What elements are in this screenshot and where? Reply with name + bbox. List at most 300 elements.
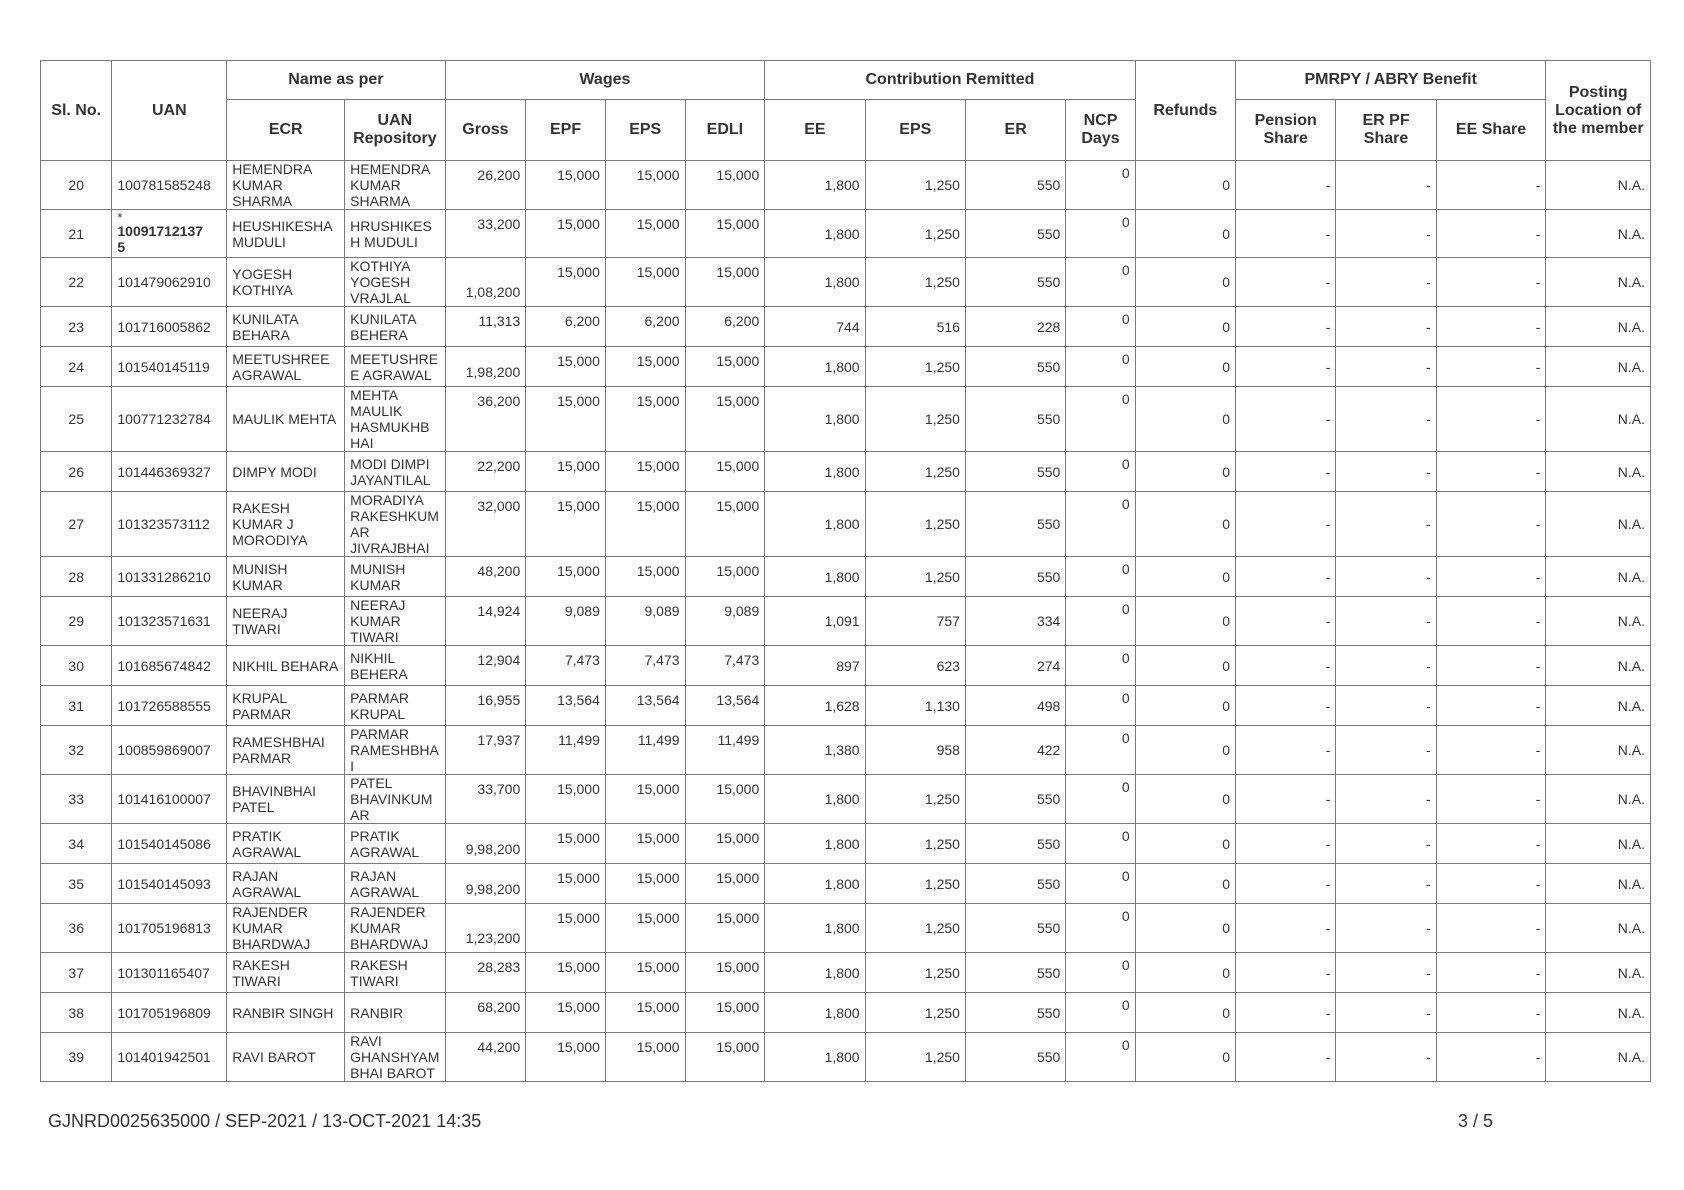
contribution-eps-header: EPS (865, 100, 965, 161)
ee-header: EE (765, 100, 865, 161)
gross-header: Gross (445, 100, 526, 161)
eps-cell: 15,000 (605, 387, 685, 452)
epf-cell: 15,000 (526, 864, 606, 904)
edli-cell: 15,000 (685, 864, 765, 904)
eps-cell: 15,000 (605, 824, 685, 864)
refunds-cell: 0 (1135, 726, 1235, 775)
ecr-name-cell: RAKESH TIWARI (227, 953, 345, 993)
eps-cell: 15,000 (605, 557, 685, 597)
gross-cell: 26,200 (445, 161, 526, 210)
posting-location-cell: N.A. (1546, 210, 1651, 258)
posting-location-cell: N.A. (1546, 904, 1651, 953)
refunds-cell: 0 (1135, 824, 1235, 864)
sl-no-cell: 21 (41, 210, 112, 258)
posting-location-cell: N.A. (1546, 824, 1651, 864)
pension-share-cell: - (1236, 258, 1336, 307)
pmrpy-header: PMRPY / ABRY Benefit (1236, 61, 1546, 100)
edli-cell: 15,000 (685, 387, 765, 452)
eps-cell: 15,000 (605, 864, 685, 904)
table-row (41, 726, 1651, 775)
uan-cell: 101446369327 (112, 452, 227, 492)
pension-share-cell: - (1236, 993, 1336, 1033)
refunds-cell: 0 (1135, 775, 1235, 824)
table-row (41, 646, 1651, 686)
er-cell: 550 (965, 824, 1065, 864)
ee-cell: 1,800 (765, 452, 865, 492)
uan-repository-name-cell: HEMENDRA KUMAR SHARMA (345, 161, 445, 210)
uan-repository-name-cell: HRUSHIKESH MUDULI (345, 210, 445, 258)
ecr-statement-page (40, 60, 1651, 1082)
eps-cell: 13,564 (605, 686, 685, 726)
ncp-days-cell: 0 (1066, 864, 1135, 904)
uan-cell: 100859869007 (112, 726, 227, 775)
pension-share-cell: - (1236, 646, 1336, 686)
ee-share-cell: - (1436, 557, 1546, 597)
sl-no-cell: 35 (41, 864, 112, 904)
epf-cell: 6,200 (526, 307, 606, 347)
ecr-name-cell: MAULIK MEHTA (227, 387, 345, 452)
ecr-name-cell: KRUPAL PARMAR (227, 686, 345, 726)
pension-share-cell: - (1236, 347, 1336, 387)
refunds-cell: 0 (1135, 686, 1235, 726)
gross-cell: 33,200 (445, 210, 526, 258)
er-cell: 422 (965, 726, 1065, 775)
er-cell: 550 (965, 864, 1065, 904)
contribution-eps-cell: 757 (865, 597, 965, 646)
er-cell: 550 (965, 1033, 1065, 1082)
eps-cell: 15,000 (605, 161, 685, 210)
eps-cell: 15,000 (605, 210, 685, 258)
gross-cell: 44,200 (445, 1033, 526, 1082)
epf-cell: 13,564 (526, 686, 606, 726)
uan-cell: 100771232784 (112, 387, 227, 452)
pension-share-cell: - (1236, 210, 1336, 258)
edli-cell: 15,000 (685, 1033, 765, 1082)
ee-share-cell: - (1436, 775, 1546, 824)
er-pf-share-cell: - (1336, 387, 1436, 452)
ecr-name-cell: MEETUSHREE AGRAWAL (227, 347, 345, 387)
ncp-days-cell: 0 (1066, 953, 1135, 993)
refunds-cell: 0 (1135, 904, 1235, 953)
edli-cell: 15,000 (685, 904, 765, 953)
ncp-days-cell: 0 (1066, 387, 1135, 452)
posting-location-cell: N.A. (1546, 775, 1651, 824)
epf-cell: 15,000 (526, 557, 606, 597)
gross-cell: 33,700 (445, 775, 526, 824)
ecr-name-cell: PRATIK AGRAWAL (227, 824, 345, 864)
refunds-cell: 0 (1135, 646, 1235, 686)
ee-cell: 1,800 (765, 258, 865, 307)
ncp-days-cell: 0 (1066, 258, 1135, 307)
epf-cell: 15,000 (526, 347, 606, 387)
uan-repository-name-cell: NIKHIL BEHERA (345, 646, 445, 686)
gross-cell: 11,313 (445, 307, 526, 347)
sl-no-cell: 33 (41, 775, 112, 824)
refunds-cell: 0 (1135, 452, 1235, 492)
er-pf-share-cell: - (1336, 646, 1436, 686)
ee-cell: 1,800 (765, 1033, 865, 1082)
eps-cell: 15,000 (605, 258, 685, 307)
ee-share-cell: - (1436, 904, 1546, 953)
table-row (41, 993, 1651, 1033)
ncp-days-cell: 0 (1066, 824, 1135, 864)
ncp-days-cell: 0 (1066, 210, 1135, 258)
pension-share-cell: - (1236, 452, 1336, 492)
ee-share-cell: - (1436, 993, 1546, 1033)
gross-cell: 9,98,200 (445, 824, 526, 864)
table-row (41, 824, 1651, 864)
table-row (41, 1033, 1651, 1082)
contribution-eps-cell: 1,250 (865, 258, 965, 307)
table-row (41, 492, 1651, 557)
contribution-remitted-header: Contribution Remitted (765, 61, 1135, 100)
ecr-name-cell: HEMENDRA KUMAR SHARMA (227, 161, 345, 210)
er-pf-share-cell: - (1336, 726, 1436, 775)
uan-repository-name-cell: KOTHIYA YOGESH VRAJLAL (345, 258, 445, 307)
er-pf-share-cell: - (1336, 347, 1436, 387)
eps-header: EPS (605, 100, 685, 161)
epf-cell: 15,000 (526, 775, 606, 824)
edli-cell: 15,000 (685, 161, 765, 210)
edli-cell: 15,000 (685, 824, 765, 864)
posting-location-cell: N.A. (1546, 953, 1651, 993)
gross-cell: 17,937 (445, 726, 526, 775)
edli-cell: 11,499 (685, 726, 765, 775)
er-cell: 334 (965, 597, 1065, 646)
uan-repository-name-cell: RAJENDER KUMAR BHARDWAJ (345, 904, 445, 953)
er-pf-share-cell: - (1336, 775, 1436, 824)
refunds-cell: 0 (1135, 953, 1235, 993)
er-cell: 550 (965, 161, 1065, 210)
ee-share-cell: - (1436, 686, 1546, 726)
gross-cell: 22,200 (445, 452, 526, 492)
pension-share-cell: - (1236, 904, 1336, 953)
uan-cell: 101331286210 (112, 557, 227, 597)
uan-repository-name-cell: PRATIK AGRAWAL (345, 824, 445, 864)
ecr-header: ECR (227, 100, 345, 161)
epf-cell: 11,499 (526, 726, 606, 775)
contribution-eps-cell: 1,250 (865, 953, 965, 993)
er-pf-share-cell: - (1336, 1033, 1436, 1082)
posting-location-cell: N.A. (1546, 307, 1651, 347)
uan-cell: 101685674842 (112, 646, 227, 686)
ee-share-cell: - (1436, 864, 1546, 904)
ecr-name-cell: NEERAJ TIWARI (227, 597, 345, 646)
pension-share-cell: - (1236, 864, 1336, 904)
uan-header: UAN (112, 61, 227, 161)
er-pf-share-cell: - (1336, 686, 1436, 726)
ee-cell: 1,800 (765, 993, 865, 1033)
contribution-eps-cell: 1,250 (865, 210, 965, 258)
pension-share-cell: - (1236, 1033, 1336, 1082)
gross-cell: 9,98,200 (445, 864, 526, 904)
edli-header: EDLI (685, 100, 765, 161)
ee-share-cell: - (1436, 258, 1546, 307)
contribution-eps-cell: 1,250 (865, 557, 965, 597)
ee-cell: 1,800 (765, 347, 865, 387)
refunds-cell: 0 (1135, 307, 1235, 347)
ecr-name-cell: RAMESHBHAI PARMAR (227, 726, 345, 775)
edli-cell: 15,000 (685, 775, 765, 824)
uan-cell: 101705196809 (112, 993, 227, 1033)
edli-cell: 9,089 (685, 597, 765, 646)
ee-share-cell: - (1436, 387, 1546, 452)
posting-location-cell: N.A. (1546, 646, 1651, 686)
refunds-cell: 0 (1135, 1033, 1235, 1082)
uan-repository-name-cell: RANBIR (345, 993, 445, 1033)
footer-establishment-info: GJNRD0025635000 / SEP-2021 / 13-OCT-2021 14:35 (48, 1111, 482, 1131)
ee-cell: 897 (765, 646, 865, 686)
ecr-name-cell: MUNISH KUMAR (227, 557, 345, 597)
er-pf-share-cell: - (1336, 307, 1436, 347)
contribution-eps-cell: 1,250 (865, 824, 965, 864)
er-pf-share-cell: - (1336, 993, 1436, 1033)
ecr-name-cell: NIKHIL BEHARA (227, 646, 345, 686)
refunds-cell: 0 (1135, 258, 1235, 307)
er-cell: 550 (965, 347, 1065, 387)
table-row (41, 953, 1651, 993)
edli-cell: 15,000 (685, 258, 765, 307)
uan-cell: 101479062910 (112, 258, 227, 307)
er-cell: 550 (965, 775, 1065, 824)
sl-no-cell: 22 (41, 258, 112, 307)
uan-repository-name-cell: NEERAJ KUMAR TIWARI (345, 597, 445, 646)
uan-repository-name-cell: MODI DIMPI JAYANTILAL (345, 452, 445, 492)
sl-no-header: Sl. No. (41, 61, 112, 161)
sl-no-cell: 38 (41, 993, 112, 1033)
ee-share-cell: - (1436, 210, 1546, 258)
edli-cell: 15,000 (685, 347, 765, 387)
epf-cell: 15,000 (526, 452, 606, 492)
er-pf-share-cell: - (1336, 258, 1436, 307)
page-number: 3 / 5 (1458, 1111, 1494, 1131)
er-cell: 274 (965, 646, 1065, 686)
ncp-days-cell: 0 (1066, 307, 1135, 347)
er-pf-share-cell: - (1336, 953, 1436, 993)
sl-no-cell: 26 (41, 452, 112, 492)
uan-cell: 101416100007 (112, 775, 227, 824)
edli-cell: 6,200 (685, 307, 765, 347)
ecr-name-cell: HEUSHIKESHA MUDULI (227, 210, 345, 258)
er-cell: 228 (965, 307, 1065, 347)
sl-no-cell: 30 (41, 646, 112, 686)
table-row (41, 864, 1651, 904)
ncp-days-cell: 0 (1066, 993, 1135, 1033)
ee-share-cell: - (1436, 161, 1546, 210)
er-pf-share-cell: - (1336, 824, 1436, 864)
eps-cell: 15,000 (605, 904, 685, 953)
pension-share-cell: - (1236, 686, 1336, 726)
sl-no-cell: 39 (41, 1033, 112, 1082)
ee-share-cell: - (1436, 1033, 1546, 1082)
ncp-days-cell: 0 (1066, 597, 1135, 646)
uan-repository-name-cell: PARMAR RAMESHBHAI (345, 726, 445, 775)
epf-cell: 15,000 (526, 824, 606, 864)
er-cell: 550 (965, 452, 1065, 492)
refunds-cell: 0 (1135, 492, 1235, 557)
ee-share-cell: - (1436, 824, 1546, 864)
pension-share-header: Pension Share (1236, 100, 1336, 161)
eps-cell: 7,473 (605, 646, 685, 686)
gross-cell: 68,200 (445, 993, 526, 1033)
er-pf-share-cell: - (1336, 597, 1436, 646)
er-cell: 550 (965, 993, 1065, 1033)
contribution-eps-cell: 1,250 (865, 904, 965, 953)
uan-cell: 101540145093 (112, 864, 227, 904)
ee-cell: 1,800 (765, 824, 865, 864)
er-cell: 550 (965, 904, 1065, 953)
uan-line-1: 10091712137 (117, 222, 204, 239)
ee-share-cell: - (1436, 492, 1546, 557)
ecr-name-cell: RAJENDER KUMAR BHARDWAJ (227, 904, 345, 953)
uan-repository-name-cell: MEETUSHREE AGRAWAL (345, 347, 445, 387)
er-cell: 550 (965, 953, 1065, 993)
table-row (41, 597, 1651, 646)
eps-cell: 9,089 (605, 597, 685, 646)
er-header: ER (965, 100, 1065, 161)
contribution-eps-cell: 1,250 (865, 387, 965, 452)
pension-share-cell: - (1236, 953, 1336, 993)
ncp-days-cell: 0 (1066, 726, 1135, 775)
posting-location-cell: N.A. (1546, 864, 1651, 904)
eps-cell: 6,200 (605, 307, 685, 347)
pension-share-cell: - (1236, 387, 1336, 452)
er-cell: 550 (965, 492, 1065, 557)
table-row (41, 557, 1651, 597)
refunds-cell: 0 (1135, 210, 1235, 258)
ee-share-cell: - (1436, 646, 1546, 686)
posting-location-cell: N.A. (1546, 258, 1651, 307)
sl-no-cell: 20 (41, 161, 112, 210)
gross-cell: 14,924 (445, 597, 526, 646)
eps-cell: 15,000 (605, 1033, 685, 1082)
contribution-eps-cell: 516 (865, 307, 965, 347)
ee-cell: 1,800 (765, 387, 865, 452)
uan-cell: 101540145086 (112, 824, 227, 864)
refunds-cell: 0 (1135, 387, 1235, 452)
uan-repository-name-cell: RAJAN AGRAWAL (345, 864, 445, 904)
epf-cell: 15,000 (526, 258, 606, 307)
contribution-eps-cell: 1,250 (865, 1033, 965, 1082)
uan-cell: 100781585248 (112, 161, 227, 210)
posting-location-cell: N.A. (1546, 387, 1651, 452)
contribution-eps-cell: 1,250 (865, 864, 965, 904)
table-row (41, 307, 1651, 347)
header-row-2 (41, 100, 1651, 161)
eps-cell: 15,000 (605, 347, 685, 387)
contribution-eps-cell: 623 (865, 646, 965, 686)
sl-no-cell: 28 (41, 557, 112, 597)
epf-header: EPF (526, 100, 606, 161)
edli-cell: 15,000 (685, 953, 765, 993)
posting-location-cell: N.A. (1546, 686, 1651, 726)
ee-share-cell: - (1436, 307, 1546, 347)
pension-share-cell: - (1236, 161, 1336, 210)
ncp-days-cell: 0 (1066, 686, 1135, 726)
sl-no-cell: 24 (41, 347, 112, 387)
epf-cell: 15,000 (526, 993, 606, 1033)
uan-repository-name-cell: RAVI GHANSHYAMBHAI BAROT (345, 1033, 445, 1082)
ecr-name-cell: RAVI BAROT (227, 1033, 345, 1082)
uan-repository-name-cell: RAKESH TIWARI (345, 953, 445, 993)
epf-cell: 15,000 (526, 953, 606, 993)
ecr-name-cell: YOGESH KOTHIYA (227, 258, 345, 307)
gross-cell: 12,904 (445, 646, 526, 686)
epf-cell: 15,000 (526, 1033, 606, 1082)
posting-location-cell: N.A. (1546, 1033, 1651, 1082)
posting-location-cell: N.A. (1546, 347, 1651, 387)
er-cell: 550 (965, 387, 1065, 452)
pension-share-cell: - (1236, 307, 1336, 347)
uan-repository-name-cell: MUNISH KUMAR (345, 557, 445, 597)
ncp-days-cell: 0 (1066, 347, 1135, 387)
epf-cell: 7,473 (526, 646, 606, 686)
er-cell: 550 (965, 210, 1065, 258)
sl-no-cell: 25 (41, 387, 112, 452)
uan-cell: 101401942501 (112, 1033, 227, 1082)
ecr-name-cell: BHAVINBHAI PATEL (227, 775, 345, 824)
refunds-cell: 0 (1135, 864, 1235, 904)
table-row (41, 686, 1651, 726)
ee-share-cell: - (1436, 953, 1546, 993)
contribution-eps-cell: 1,250 (865, 775, 965, 824)
contribution-eps-cell: 1,250 (865, 161, 965, 210)
contribution-eps-cell: 958 (865, 726, 965, 775)
gross-cell: 32,000 (445, 492, 526, 557)
uan-flag-mark: * (117, 209, 123, 225)
gross-cell: 36,200 (445, 387, 526, 452)
eps-cell: 15,000 (605, 452, 685, 492)
table-row (41, 387, 1651, 452)
posting-location-header: Posting Location of the member (1546, 61, 1651, 161)
pension-share-cell: - (1236, 597, 1336, 646)
epf-cell: 9,089 (526, 597, 606, 646)
er-pf-share-cell: - (1336, 210, 1436, 258)
ecr-name-cell: DIMPY MODI (227, 452, 345, 492)
er-cell: 498 (965, 686, 1065, 726)
epf-cell: 15,000 (526, 161, 606, 210)
ecr-name-cell: RANBIR SINGH (227, 993, 345, 1033)
epf-cell: 15,000 (526, 210, 606, 258)
ee-cell: 1,800 (765, 953, 865, 993)
refunds-cell: 0 (1135, 347, 1235, 387)
uan-repository-name-cell: PARMAR KRUPAL (345, 686, 445, 726)
uan-line-2: 5 (117, 238, 126, 255)
posting-location-cell: N.A. (1546, 492, 1651, 557)
edli-cell: 7,473 (685, 646, 765, 686)
epf-cell: 15,000 (526, 492, 606, 557)
er-pf-share-cell: - (1336, 161, 1436, 210)
ee-share-cell: - (1436, 597, 1546, 646)
header-row-1 (41, 61, 1651, 100)
table-row (41, 775, 1651, 824)
ee-cell: 1,800 (765, 775, 865, 824)
contribution-eps-cell: 1,250 (865, 492, 965, 557)
uan-cell: 101301165407 (112, 953, 227, 993)
gross-cell: 48,200 (445, 557, 526, 597)
edli-cell: 15,000 (685, 452, 765, 492)
ee-share-cell: - (1436, 452, 1546, 492)
edli-cell: 15,000 (685, 210, 765, 258)
uan-cell: 101726588555 (112, 686, 227, 726)
uan-cell (112, 210, 227, 258)
er-pf-share-header: ER PF Share (1336, 100, 1436, 161)
er-pf-share-cell: - (1336, 452, 1436, 492)
er-pf-share-cell: - (1336, 557, 1436, 597)
posting-location-cell: N.A. (1546, 726, 1651, 775)
posting-location-cell: N.A. (1546, 993, 1651, 1033)
gross-cell: 28,283 (445, 953, 526, 993)
